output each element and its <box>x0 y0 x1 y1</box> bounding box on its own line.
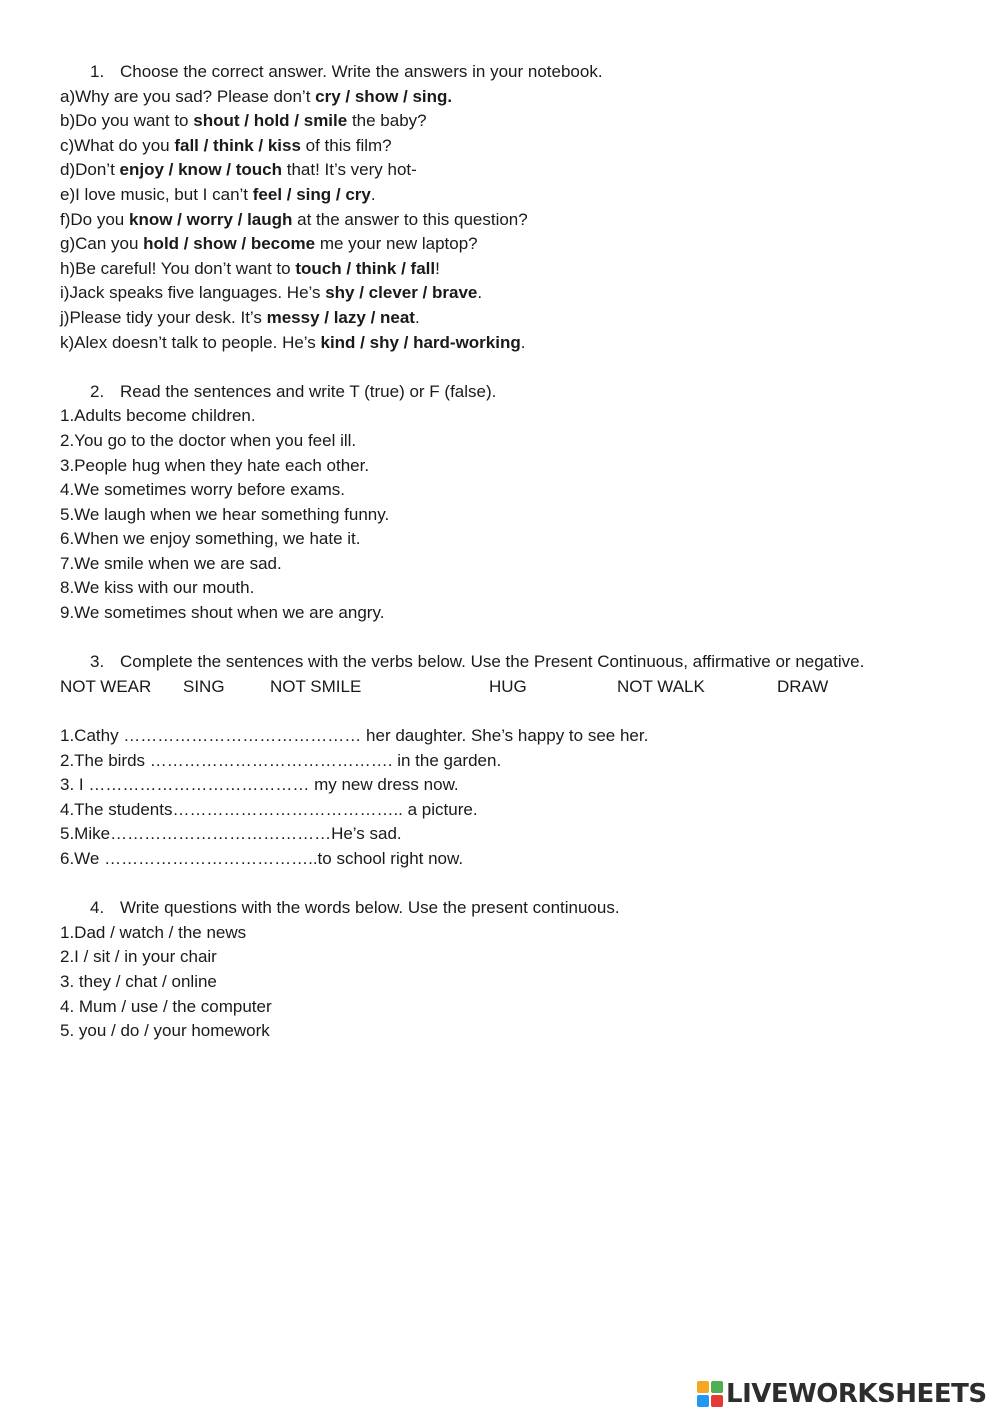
question-text: h)Be careful! You don’t want to <box>60 258 296 278</box>
question-item: 4.We sometimes worry before exams. <box>60 480 345 500</box>
answer-options: touch / think / fall <box>295 258 436 278</box>
question-item: 3. they / chat / online <box>60 971 217 991</box>
question-item <box>60 134 960 159</box>
verb-item: NOT WEAR <box>60 676 152 696</box>
question-item: 4. Mum / use / the computer <box>60 996 272 1016</box>
question-text: d)Don’t <box>60 160 120 180</box>
verb-item: NOT WALK <box>617 676 705 696</box>
question-item: 6.When we enjoy something, we hate it. <box>60 529 361 549</box>
answer-options: shy / clever / brave <box>325 283 478 303</box>
section2-number: 2. <box>90 381 105 401</box>
question-text: . <box>414 307 420 327</box>
question-text: of this film? <box>300 135 392 155</box>
liveworksheets-logo <box>697 1378 987 1410</box>
question-item: 8.We kiss with our mouth. <box>60 578 255 598</box>
question-item <box>60 109 960 134</box>
question-text: . <box>370 184 376 204</box>
question-text: me your new laptop? <box>315 234 478 254</box>
section4-title: Write questions with the words below. Use the present continuous. <box>120 898 620 918</box>
answer-options: cry / show / sing. <box>315 86 453 106</box>
liveworksheets-wordmark: LIVEWORKSHEETS <box>726 1379 987 1409</box>
section4-items <box>60 921 960 1044</box>
verb-item: SING <box>183 676 225 696</box>
section3-title: Complete the sentences with the verbs below. Use the Present Continuous, affirmative or negative. <box>120 652 865 672</box>
question-text: b)Do you want to <box>60 111 194 131</box>
question-text: at the answer to this question? <box>292 209 528 229</box>
question-item <box>60 208 960 233</box>
question-item: 1.Dad / watch / the news <box>60 922 247 942</box>
question-item: 2.I / sit / in your chair <box>60 947 217 967</box>
question-text: c)What do you <box>60 135 175 155</box>
question-item: 3. I ………………………………… my new dress now. <box>60 775 459 795</box>
question-item <box>60 232 960 257</box>
answer-options: shout / hold / smile <box>193 111 348 131</box>
answer-options: hold / show / become <box>143 234 316 254</box>
section2-items <box>60 404 960 625</box>
question-item: 9.We sometimes shout when we are angry. <box>60 603 385 623</box>
question-item: 1.Cathy …………………………………… her daughter. She’s happy to see her. <box>60 726 649 746</box>
question-item <box>60 85 960 110</box>
question-text: k)Alex doesn’t talk to people. He’s <box>60 332 321 352</box>
section1-heading <box>60 60 960 85</box>
question-item: 3.People hug when they hate each other. <box>60 455 370 475</box>
liveworksheets-mark-icon <box>697 1381 723 1407</box>
question-item <box>60 183 960 208</box>
verb-item: NOT SMILE <box>270 676 362 696</box>
section1-title: Choose the correct answer. Write the answers in your notebook. <box>120 62 603 81</box>
section3-number: 3. <box>90 652 105 672</box>
section3-heading <box>60 650 960 675</box>
section1-items <box>60 85 960 356</box>
question-item <box>60 331 960 356</box>
question-text: i)Jack speaks five languages. He’s <box>60 283 326 303</box>
question-text: j)Please tidy your desk. It’s <box>60 307 267 327</box>
question-text: ! <box>435 258 440 278</box>
answer-options: enjoy / know / touch <box>119 160 282 180</box>
question-text: f)Do you <box>60 209 129 229</box>
question-item: 2.The birds ……………………………………. in the garden. <box>60 750 502 770</box>
question-item <box>60 257 960 282</box>
question-item: 5. you / do / your homework <box>60 1021 270 1041</box>
question-item: 7.We smile when we are sad. <box>60 553 282 573</box>
question-text: that! It’s very hot- <box>282 160 417 180</box>
answer-options: feel / sing / cry <box>252 184 371 204</box>
answer-options: fall / think / kiss <box>174 135 301 155</box>
question-item: 6.We ………………………………..to school right now. <box>60 849 464 868</box>
verb-item: DRAW <box>777 676 829 696</box>
question-item: 2.You go to the doctor when you feel ill. <box>60 430 357 450</box>
question-text: g)Can you <box>60 234 144 254</box>
verb-bank <box>60 675 960 700</box>
question-text: . <box>520 332 526 352</box>
question-text: a)Why are you sad? Please don’t <box>60 86 316 106</box>
section3-items <box>60 724 960 872</box>
section4-number: 4. <box>90 898 105 918</box>
answer-options: messy / lazy / neat <box>266 307 415 327</box>
worksheet-content <box>60 60 960 1044</box>
question-item <box>60 158 960 183</box>
verb-item: HUG <box>489 676 527 696</box>
section4-heading <box>60 896 960 921</box>
question-item: 4.The students………………………………….. a picture. <box>60 799 478 819</box>
question-text: . <box>477 283 483 303</box>
question-item <box>60 281 960 306</box>
question-item: 5.Mike…………………………………He’s sad. <box>60 824 402 844</box>
answer-options: kind / shy / hard-working <box>320 332 521 352</box>
question-text: e)I love music, but I can’t <box>60 184 253 204</box>
section2-heading <box>60 380 960 405</box>
section1-number: 1. <box>90 62 105 81</box>
question-item <box>60 306 960 331</box>
answer-options: know / worry / laugh <box>128 209 293 229</box>
question-text: the baby? <box>347 111 427 131</box>
section2-title: Read the sentences and write T (true) or F (false). <box>120 381 497 401</box>
question-item: 1.Adults become children. <box>60 406 256 426</box>
question-item: 5.We laugh when we hear something funny. <box>60 504 390 524</box>
